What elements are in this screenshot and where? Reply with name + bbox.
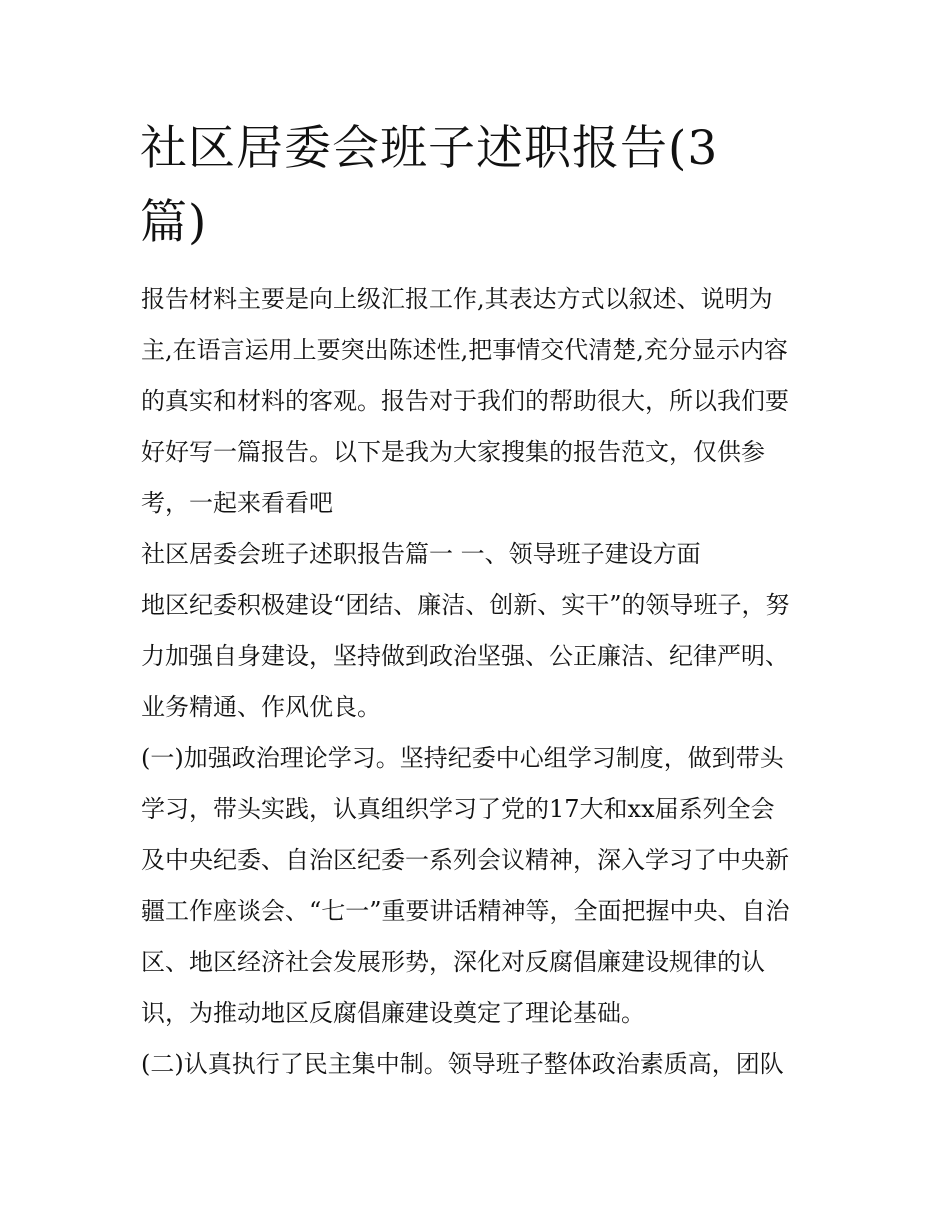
text-line: 地区纪委积极建设“团结、廉洁、创新、实干”的领导班子，努 bbox=[141, 591, 790, 619]
text-line: 的真实和材料的客观。报告对于我们的帮助很大，所以我们要 bbox=[141, 387, 789, 415]
text-line: 报告材料主要是向上级汇报工作,其表达方式以叙述、说明为 bbox=[141, 285, 773, 313]
title-line-2: 篇) bbox=[140, 195, 208, 250]
text-line: 识，为推动地区反腐倡廉建设奠定了理论基础。 bbox=[141, 999, 645, 1027]
text-line: 学习，带头实践，认真组织学习了党的17大和xx届系列全会 bbox=[141, 795, 775, 823]
text-line: 疆工作座谈会、“七一”重要讲话精神等，全面把握中央、自治 bbox=[141, 897, 790, 925]
text-line: 力加强自身建设，坚持做到政治坚强、公正廉洁、纪律严明、 bbox=[141, 642, 789, 670]
title-line-1: 社区居委会班子述职报告(3 bbox=[140, 121, 719, 176]
text-line: 主,在语言运用上要突出陈述性,把事情交代清楚,充分显示内容 bbox=[141, 336, 788, 364]
text-line: 好好写一篇报告。以下是我为大家搜集的报告范文，仅供参 bbox=[141, 438, 765, 466]
body-paragraph bbox=[141, 1039, 831, 1090]
text-line: 及中央纪委、自治区纪委一系列会议精神，深入学习了中央新 bbox=[141, 846, 789, 874]
text-line: 考，一起来看看吧 bbox=[141, 489, 333, 517]
document-body bbox=[141, 274, 831, 1090]
body-paragraph bbox=[141, 733, 831, 1039]
body-paragraph bbox=[141, 580, 831, 733]
text-line: (一)加强政治理论学习。坚持纪委中心组学习制度，做到带头 bbox=[141, 744, 784, 772]
document-title bbox=[140, 112, 780, 260]
text-line: (二)认真执行了民主集中制。领导班子整体政治素质高，团队 bbox=[141, 1050, 784, 1078]
section-heading bbox=[141, 529, 831, 580]
text-line: 区、地区经济社会发展形势，深化对反腐倡廉建设规律的认 bbox=[141, 948, 765, 976]
text-line: 业务精通、作风优良。 bbox=[141, 693, 381, 721]
intro-paragraph bbox=[141, 274, 831, 529]
text-line: 社区居委会班子述职报告篇一 一、领导班子建设方面 bbox=[141, 540, 701, 568]
